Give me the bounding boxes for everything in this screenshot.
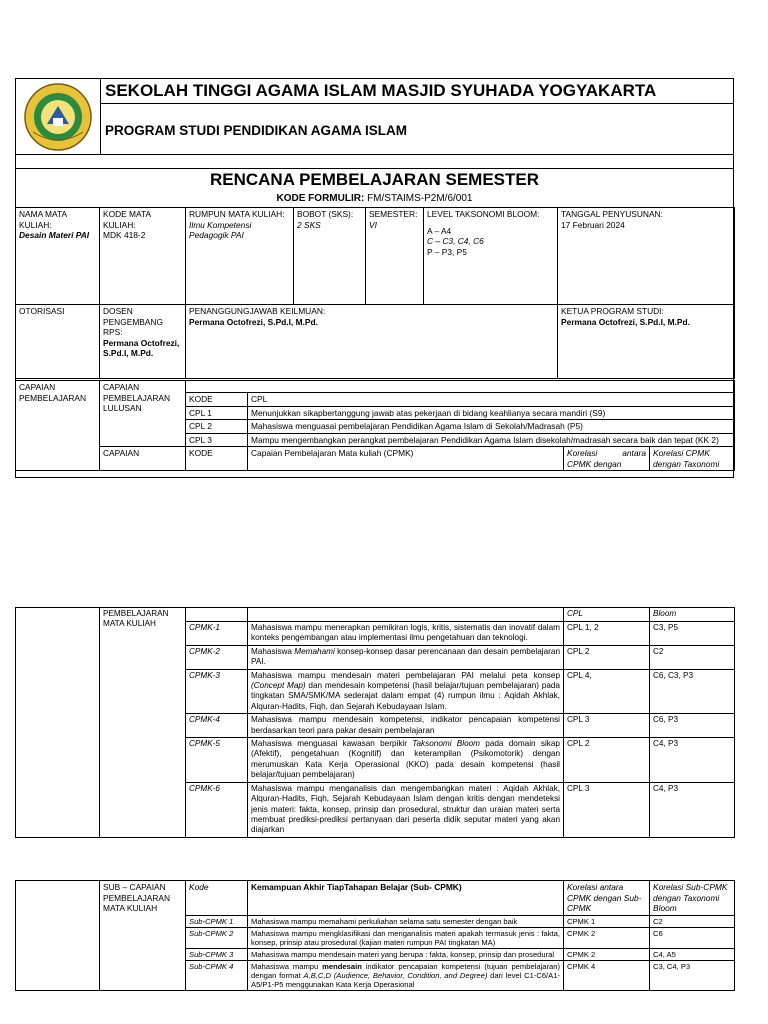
program-name: PROGRAM STUDI PENDIDIKAN AGAMA ISLAM (105, 123, 407, 138)
document-title: RENCANA PEMBELAJARAN SEMESTER (209, 170, 539, 189)
table-row: CPMK-4 Mahasiswa mampu mendesain kompetensi, indikator pencapaian kompetensi berdasarkan teori para pakar desain pembelajaran CPL 3 C6, P3 (16, 714, 735, 738)
cpmk-group-top: CAPAIAN (100, 447, 186, 471)
cpl-head: CPL (248, 393, 735, 407)
logo-cell (16, 79, 101, 154)
bobot-cell: BOBOT (SKS): 2 SKS (294, 208, 366, 305)
capaian-table: CAPAIAN PEMBELAJARAN CAPAIAN PEMBELAJARAN LULUSAN KODE CPL CPL 1 Menunjukkan sikapbertanggung jawab atas pekerjaan di bidang keahlianya secara mandiri (S9) CPL 2 Mahasiswa menguasai pembelajaran Pendidikan Agama Islam di Sekolah/Madrasah (P5) CPL 3 Mampu mengembangkan perangkat pembelajaran Pendidikan Agama Islam disekolah/madrasah secara baik dan tepat (KK 2) CAPAIAN KODE Capaian Pembelajaran Mata kuliah (CPMK) Korelasi antara CPMK dengan Korelasi CPMK dengan Taxonomi (15, 380, 735, 471)
table-row: Sub-CPMK 3 Mahasiswa mampu mendesain materi yang berupa : fakta, konsep, prinsip dan prosedural CPMK 2 C4, A5 (16, 948, 735, 960)
ketua-cell: KETUA PROGRAM STUDI: Permana Octofrezi, S.Pd.I, M.Pd. (558, 305, 735, 379)
table-row: CPMK-3 Mahasiswa mampu mendesain materi pembelajaran PAI melalui peta konsep (Concept Map) dan mendesain kompetensi (hasil belajar/tujuan pembelajaran) pada tingkatan SMA/SMK/MA sederajat dalam empat (4) rumpun ilmu : Aqidah Akhlak, Alquran-Hadits, Fiqh, dan Sejarah Kebudayaan Islam. CPL 4, C6, C3, P3 (16, 669, 735, 714)
otorisasi-label: OTORISASI (16, 305, 100, 379)
course-info-table (15, 207, 735, 379)
kode-mk-cell: KODE MATA KULIAH: MDK 418-2 (100, 208, 186, 305)
table-row: CPMK-6 Mahasiswa mampu menganalisis dan mengembangkan materi : Aqidah Akhlak, Alquran-Hadits, Fiqh, Sejarah Kebudayaan Islam dengan kritis dengan mendeteksi jenis materi: fakta, konsep, prinsip dan prosedural, struktur dan uraian materi serta membuat prediksi-prediksi pertanyaan dari peserta didik seputar materi yang akan diajarkan CPL 3 C4, P3 (16, 782, 735, 837)
table-row: CPMK-1 Mahasiswa mampu menerapkan pemikiran logis, kritis, sistematis dan inovatif dalam konteks pengembangan atau implementasi ilmu pengetahuan dan teknologi. CPL 1, 2 C3, P5 (16, 622, 735, 646)
institution-name: SEKOLAH TINGGI AGAMA ISLAM MASJID SYUHADA YOGYAKARTA (105, 81, 657, 100)
penanggungjawab-cell: PENANGGUNGJAWAB KEILMUAN: Permana Octofrezi, S.Pd.I, M.Pd. (186, 305, 558, 379)
semester-cell: SEMESTER: VI (366, 208, 424, 305)
cpl-group-label: CAPAIAN PEMBELAJARAN LULUSAN (100, 381, 186, 447)
table-row: CPMK-2 Mahasiswa Memahami konsep-konsep dasar perencanaan dan desain pembelajaran PAI. CPL 2 C2 (16, 645, 735, 669)
capaian-label: CAPAIAN PEMBELAJARAN (16, 381, 100, 471)
cpmk-group-bottom: PEMBELAJARAN MATA KULIAH (100, 608, 186, 838)
table-row: CPL 1 Menunjukkan sikapbertanggung jawab atas pekerjaan di bidang keahlianya secara mandiri (S9) (16, 406, 735, 420)
table-row: CPL 3 Mampu mengembangkan perangkat pembelajaran Pendidikan Agama Islam disekolah/madrasah secara baik dan tepat (KK 2) (16, 433, 735, 447)
table-row: Sub-CPMK 4 Mahasiswa mampu mendesain indikator pencapaian kompetensi (tujuan pembelajaran) dengan format A,B,C,D (Audience, Behavior, Condition, and Degree) dari level C1-C6/A1-A5/P1-P5 menggunakan Kata Kerja Operasional CPMK 4 C3, C4, P3 (16, 960, 735, 990)
table-row: CPMK-5 Mahasiswa menguasai kawasan berpikir Taksonomi Bloom pada domain sikap (Afektif), pengetahuan (Kognitif) dan keterampilan (Psikomotorik) dengan merumuskan Kata Kerja Operasional (KKO) pada desain kompetensi (hasil belajar/tujuan pembelajaran) CPL 2 C4, P3 (16, 738, 735, 783)
kode-head: KODE (186, 393, 248, 407)
level-cell: LEVEL TAKSONOMI BLOOM: A – A4 C – C3, C4, C6 P – P3, P5 (424, 208, 558, 305)
institution-logo-icon (23, 82, 93, 152)
sub-cpmk-table: SUB – CAPAIAN PEMBELAJARAN MATA KULIAH Kode Kemampuan Akhir TiapTahapan Belajar (Sub- CPMK) Korelasi antara CPMK dengan Sub-CPMK Korelasi Sub-CPMK dengan Taxonomi Bloom Sub-CPMK 1 Mahasiswa mampu memahami perkuliahan selama satu semester dengan baik CPMK 1 C2 Sub-CPMK 2 Mahasiswa mampu mengklasifikasi dan menganalisis materi apakah termasuk jenis : fakta, konsep, prinsip atau prosedural (kajian materi rumpun PAI tingkatan MA) CPMK 2 C6 Sub-CPMK 3 Mahasiswa mampu mendesain materi yang berupa : fakta, konsep, prinsip dan prosedural CPMK 2 C4, A5 Sub-CPMK 4 Mahasiswa mampu mendesain indikator pencapaian kompetensi (tujuan pembelajaran) dengan format A,B,C,D (Audience, Behavior, Condition, and Degree) dari level C1-C6/A1-A5/P1-P5 menggunakan Kata Kerja Operasional CPMK 4 C3, C4, P3 (15, 880, 735, 991)
tanggal-cell: TANGGAL PENYUSUNAN: 17 Februari 2024 (558, 208, 735, 305)
form-code: KODE FORMULIR: FM/STAIMS-P2M/6/001 (276, 193, 473, 204)
cpmk-table: PEMBELAJARAN MATA KULIAH CPL Bloom CPMK-1 Mahasiswa mampu menerapkan pemikiran logis, kritis, sistematis dan inovatif dalam konteks pengembangan atau implementasi ilmu pengetahuan dan teknologi. CPL 1, 2 C3, P5 CPMK-2 Mahasiswa Memahami konsep-konsep dasar perencanaan dan desain pembelajaran PAI. CPL 2 C2 CPMK-3 Mahasiswa mampu mendesain materi pembelajaran PAI melalui peta konsep (Concept Map) dan mendesain kompetensi (hasil belajar/tujuan pembelajaran) pada tingkatan SMA/SMK/MA sederajat dalam empat (4) rumpun ilmu : Aqidah Akhlak, Alquran-Hadits, Fiqh, dan Sejarah Kebudayaan Islam. CPL 4, C6, C3, P3 CPMK-4 Mahasiswa mampu mendesain kompetensi, indikator pencapaian kompetensi berdasarkan teori para pakar desain pembelajaran CPL 3 C6, P3 CPMK-5 Mahasiswa menguasai kawasan berpikir Taksonomi Bloom pada domain sikap (Afektif), pengetahuan (Kognitif) dan keterampilan (Psikomotorik) dengan merumuskan Kata Kerja Operasional (KKO) pada desain kompetensi (hasil belajar/tujuan pembelajaran) CPL 2 C4, P3 CPMK-6 Mahasiswa mampu menganalisis dan mengembangkan materi : Aqidah Akhlak, Alquran-Hadits, Fiqh, Sejarah Kebudayaan Islam dengan kritis dengan mendeteksi jenis materi: fakta, konsep, prinsip dan prosedural, struktur dan uraian materi serta membuat prediksi-prediksi pertanyaan dari peserta didik seputar materi yang akan diajarkan CPL 3 C4, P3 (15, 607, 735, 838)
sub-group-label: SUB – CAPAIAN PEMBELAJARAN MATA KULIAH (100, 881, 186, 991)
dosen-cell: DOSEN PENGEMBANG RPS: Permana Octofrezi, S.Pd.I, M.Pd. (100, 305, 186, 379)
rumpun-cell: RUMPUN MATA KULIAH: Ilmu Kompetensi Pedagogik PAI (186, 208, 294, 305)
table-row: CPL 2 Mahasiswa menguasai pembelajaran Pendidikan Agama Islam di Sekolah/Madrasah (P5) (16, 420, 735, 434)
table-row: Sub-CPMK 2 Mahasiswa mampu mengklasifikasi dan menganalisis materi apakah termasuk jenis : fakta, konsep, prinsip atau prosedural (kajian materi rumpun PAI tingkatan MA) CPMK 2 C6 (16, 927, 735, 948)
table-row: Sub-CPMK 1 Mahasiswa mampu memahami perkuliahan selama satu semester dengan baik CPMK 1 C2 (16, 915, 735, 927)
nama-mk-cell: NAMA MATA KULIAH: Desain Materi PAI (16, 208, 100, 305)
